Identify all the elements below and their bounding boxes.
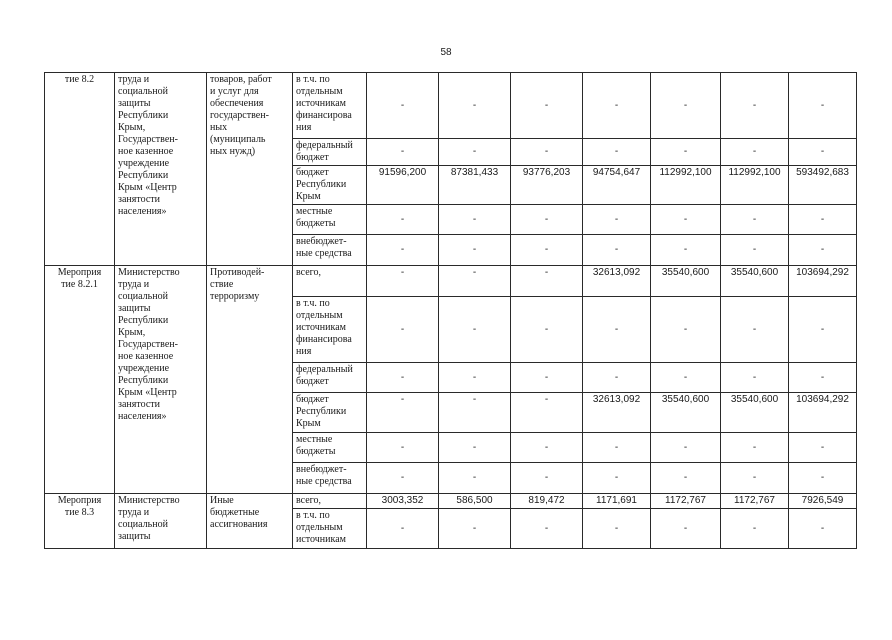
amount-cell: - bbox=[651, 297, 721, 363]
executor-text: Министерство труда и социальной защиты bbox=[118, 495, 180, 542]
measure-head-cell bbox=[45, 266, 115, 494]
amount-cell: - bbox=[439, 297, 511, 363]
budget-table bbox=[44, 72, 857, 549]
funding-source-text: местные бюджеты bbox=[296, 434, 336, 457]
table-row bbox=[45, 494, 857, 509]
funding-source-cell bbox=[293, 297, 367, 363]
amount-cell: - bbox=[583, 297, 651, 363]
amount-cell: - bbox=[789, 205, 857, 235]
amount-cell: - bbox=[583, 363, 651, 393]
amount-cell: - bbox=[367, 205, 439, 235]
funding-source-text: всего, bbox=[296, 495, 322, 506]
funding-source-text: федеральный бюджет bbox=[296, 364, 353, 387]
measure-head-text: Мероприя тие 8.2.1 bbox=[57, 267, 102, 290]
amount-cell: 35540,600 bbox=[721, 393, 789, 433]
amount-cell: 93776,203 bbox=[511, 166, 583, 205]
amount-cell: 1172,767 bbox=[721, 494, 789, 509]
funding-source-text: бюджет Республики Крым bbox=[296, 394, 347, 429]
amount-cell: 32613,092 bbox=[583, 266, 651, 297]
amount-cell: - bbox=[583, 509, 651, 549]
amount-cell: - bbox=[583, 139, 651, 166]
amount-cell: - bbox=[439, 509, 511, 549]
amount-cell: - bbox=[721, 139, 789, 166]
funding-source-cell bbox=[293, 393, 367, 433]
table-row bbox=[45, 266, 857, 297]
amount-cell: 94754,647 bbox=[583, 166, 651, 205]
amount-cell: - bbox=[511, 73, 583, 139]
amount-cell: 3003,352 bbox=[367, 494, 439, 509]
amount-cell: - bbox=[651, 463, 721, 494]
table-row bbox=[45, 73, 857, 139]
amount-cell: - bbox=[511, 433, 583, 463]
amount-cell: - bbox=[511, 235, 583, 266]
amount-cell: 1172,767 bbox=[651, 494, 721, 509]
amount-cell: - bbox=[367, 73, 439, 139]
amount-cell: 35540,600 bbox=[651, 266, 721, 297]
amount-cell: - bbox=[511, 139, 583, 166]
funding-source-cell bbox=[293, 433, 367, 463]
amount-cell: - bbox=[439, 463, 511, 494]
amount-cell: 103694,292 bbox=[789, 393, 857, 433]
amount-cell: - bbox=[367, 139, 439, 166]
amount-cell: 87381,433 bbox=[439, 166, 511, 205]
funding-source-cell bbox=[293, 235, 367, 266]
amount-cell: - bbox=[583, 205, 651, 235]
amount-cell: - bbox=[789, 463, 857, 494]
amount-cell: - bbox=[439, 393, 511, 433]
amount-cell: - bbox=[367, 363, 439, 393]
funding-source-cell bbox=[293, 266, 367, 297]
executor-cell bbox=[115, 73, 207, 266]
funding-source-cell bbox=[293, 205, 367, 235]
amount-cell: - bbox=[721, 297, 789, 363]
amount-cell: 35540,600 bbox=[721, 266, 789, 297]
funding-source-text: в т.ч. по отдельным источникам bbox=[296, 510, 346, 545]
amount-cell: - bbox=[511, 463, 583, 494]
amount-cell: - bbox=[439, 433, 511, 463]
amount-cell: 819,472 bbox=[511, 494, 583, 509]
amount-cell: - bbox=[721, 205, 789, 235]
amount-cell: - bbox=[651, 433, 721, 463]
amount-cell: - bbox=[511, 205, 583, 235]
funding-source-text: в т.ч. по отдельным источникам финансирова ния bbox=[296, 298, 352, 357]
amount-cell: - bbox=[651, 235, 721, 266]
amount-cell: - bbox=[583, 73, 651, 139]
amount-cell: - bbox=[439, 139, 511, 166]
executor-cell bbox=[115, 494, 207, 549]
amount-cell: - bbox=[439, 266, 511, 297]
amount-cell: - bbox=[789, 139, 857, 166]
funding-source-text: внебюджет- ные средства bbox=[296, 236, 352, 259]
funding-source-cell bbox=[293, 463, 367, 494]
amount-cell: - bbox=[367, 393, 439, 433]
funding-source-text: местные бюджеты bbox=[296, 206, 336, 229]
amount-cell: 7926,549 bbox=[789, 494, 857, 509]
measure-name-cell bbox=[207, 494, 293, 549]
funding-source-cell bbox=[293, 73, 367, 139]
funding-source-cell bbox=[293, 363, 367, 393]
amount-cell: - bbox=[789, 297, 857, 363]
funding-source-cell bbox=[293, 494, 367, 509]
measure-head-text: тие 8.2 bbox=[64, 74, 95, 85]
amount-cell: 32613,092 bbox=[583, 393, 651, 433]
amount-cell: - bbox=[721, 73, 789, 139]
amount-cell: 91596,200 bbox=[367, 166, 439, 205]
amount-cell: - bbox=[789, 363, 857, 393]
amount-cell: - bbox=[511, 509, 583, 549]
amount-cell: 593492,683 bbox=[789, 166, 857, 205]
funding-source-text: бюджет Республики Крым bbox=[296, 167, 347, 202]
amount-cell: - bbox=[439, 73, 511, 139]
amount-cell: - bbox=[651, 73, 721, 139]
measure-name-cell bbox=[207, 266, 293, 494]
amount-cell: - bbox=[651, 205, 721, 235]
amount-cell: - bbox=[511, 266, 583, 297]
amount-cell: - bbox=[651, 139, 721, 166]
measure-head-cell bbox=[45, 494, 115, 549]
amount-cell: - bbox=[367, 297, 439, 363]
funding-source-text: федеральный бюджет bbox=[296, 140, 353, 163]
amount-cell: - bbox=[583, 235, 651, 266]
amount-cell: 35540,600 bbox=[651, 393, 721, 433]
amount-cell: - bbox=[367, 463, 439, 494]
page-number: 58 bbox=[440, 47, 452, 58]
amount-cell: - bbox=[721, 433, 789, 463]
measure-name-text: Противодей- ствие терроризму bbox=[210, 267, 265, 302]
funding-source-cell bbox=[293, 509, 367, 549]
amount-cell: - bbox=[439, 235, 511, 266]
funding-source-text: всего, bbox=[296, 267, 322, 278]
amount-cell: - bbox=[721, 363, 789, 393]
amount-cell: 1171,691 bbox=[583, 494, 651, 509]
amount-cell: - bbox=[721, 235, 789, 266]
measure-head-text: Мероприя тие 8.3 bbox=[57, 495, 102, 518]
amount-cell: - bbox=[367, 266, 439, 297]
amount-cell: - bbox=[511, 297, 583, 363]
amount-cell: - bbox=[789, 235, 857, 266]
amount-cell: - bbox=[583, 463, 651, 494]
amount-cell: - bbox=[439, 205, 511, 235]
amount-cell: 112992,100 bbox=[721, 166, 789, 205]
amount-cell: - bbox=[511, 393, 583, 433]
funding-source-text: в т.ч. по отдельным источникам финансирова ния bbox=[296, 74, 352, 133]
amount-cell: - bbox=[789, 509, 857, 549]
amount-cell: - bbox=[651, 363, 721, 393]
amount-cell: - bbox=[367, 235, 439, 266]
amount-cell: - bbox=[651, 509, 721, 549]
funding-source-text: внебюджет- ные средства bbox=[296, 464, 352, 487]
amount-cell: 586,500 bbox=[439, 494, 511, 509]
amount-cell: - bbox=[583, 433, 651, 463]
measure-name-text: товаров, работ и услуг для обеспечения государствен- ных (муниципаль ных нужд) bbox=[210, 74, 272, 157]
measure-name-cell bbox=[207, 73, 293, 266]
amount-cell: - bbox=[367, 433, 439, 463]
funding-source-cell bbox=[293, 166, 367, 205]
measure-name-text: Иные бюджетные ассигнования bbox=[210, 495, 268, 530]
amount-cell: - bbox=[789, 73, 857, 139]
executor-text: Министерство труда и социальной защиты Республики Крым, Государствен- ное казенное учреждение Республики Крым «Центр занятости населения» bbox=[118, 267, 180, 422]
amount-cell: - bbox=[439, 363, 511, 393]
amount-cell: - bbox=[721, 463, 789, 494]
measure-head-cell bbox=[45, 73, 115, 266]
amount-cell: - bbox=[721, 509, 789, 549]
funding-source-cell bbox=[293, 139, 367, 166]
amount-cell: 112992,100 bbox=[651, 166, 721, 205]
amount-cell: - bbox=[511, 363, 583, 393]
amount-cell: - bbox=[789, 433, 857, 463]
amount-cell: 103694,292 bbox=[789, 266, 857, 297]
executor-text: труда и социальной защиты Республики Крым, Государствен- ное казенное учреждение Республики Крым «Центр занятости населения» bbox=[118, 74, 178, 217]
amount-cell: - bbox=[367, 509, 439, 549]
executor-cell bbox=[115, 266, 207, 494]
